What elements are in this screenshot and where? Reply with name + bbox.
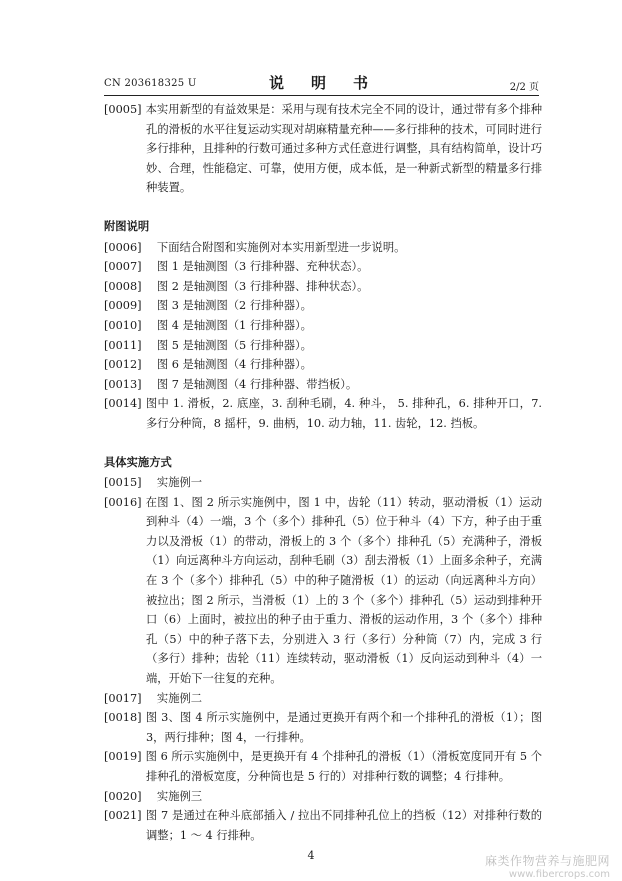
paragraph-text: 图 2 是轴测图（3 行排种器、排种状态）。 xyxy=(156,279,369,293)
paragraph-text: 在图 1、图 2 所示实施例中，图 1 中，齿轮（11）转动，驱动滑板（1）运动到种斗（4）一端，3 个（多个）排种孔（5）位于种斗（4）下方，种子由于重力以及滑板（1）的带动，滑板上的 3 个（多个）排种孔（5）充满种子，滑板（1）向远离种斗方向运动，刮种毛刷（3）刮去滑板（1）上面多余种子，充满在 3 个（多个）排种孔（5）中的种子随滑板（1）的运动（向远离种斗方向）被拉出；图 2 所示，当滑板（1）上的 3 个（多个）排种孔（5）运动到排种开口（6）上面时，被拉出的种子由于重力、滑板的运动作用，3 个（多个）排种孔（5）中的种子落下去，分别进入 3 行（多行）分种筒（7）内，完成 3 行（多行）排种；齿轮（11）连续转动，驱动滑板（1）反向运动到种斗（4）一端，开始下一往复的充种。 xyxy=(145,495,542,686)
section-title-embodiments: 具体实施方式 xyxy=(104,454,172,469)
paragraph-0011 xyxy=(104,336,542,356)
page-count: 2/2 页 xyxy=(509,82,539,93)
paragraph-text: 图 4 是轴测图（1 行排种器）。 xyxy=(156,318,312,332)
paragraph-text: 图 1 是轴测图（3 行排种器、充种状态）。 xyxy=(156,260,369,274)
paragraph-id: [0013] xyxy=(104,377,142,391)
paragraph-0010 xyxy=(104,316,542,336)
paragraph-text: 图 6 所示实施例中，是更换开有 4 个排种孔的滑板（1）（滑板宽度同开有 5 个排种孔的滑板宽度，分种筒也是 5 行的）对排种行数的调整；4 行排种。 xyxy=(145,750,542,783)
paragraph-id: [0016] xyxy=(104,495,142,509)
paragraph-0012 xyxy=(104,355,542,375)
paragraph-id: [0012] xyxy=(104,358,142,372)
paragraph-id: [0019] xyxy=(104,750,142,764)
document-body xyxy=(104,100,542,845)
paragraph-0013 xyxy=(104,375,542,395)
watermark-site-name: 麻类作物营养与施肥网 xyxy=(484,854,610,868)
site-watermark xyxy=(485,852,610,880)
paragraph-0009 xyxy=(104,296,542,316)
paragraph-id: [0014] xyxy=(104,397,142,411)
paragraph-text: 本实用新型的有益效果是：采用与现有技术完全不同的设计，通过带有多个排种孔的滑板的水平往复运动实现对胡麻精量充种——多行排种的技术，可同时进行多行排种，且排种的行数可通过多种方式任意进行调整，具有结构简单，设计巧妙、合理，性能稳定、可靠，使用方便，成本低，是一种新式新型的精量多行排种装置。 xyxy=(145,103,542,195)
paragraph-id: [0011] xyxy=(104,338,142,352)
header-divider xyxy=(104,95,539,96)
paragraph-0005 xyxy=(104,100,542,198)
paragraph-0015 xyxy=(104,473,542,493)
paragraph-0007 xyxy=(104,257,542,277)
paragraph-id: [0020] xyxy=(104,789,142,803)
paragraph-text: 图中 1. 滑板，2. 底座，3. 刮种毛刷，4. 种斗， 5. 排种孔，6. 排种开口，7. 多行分种筒，8 摇杆，9. 曲柄，10. 动力轴，11. 齿轮，12. 挡板。 xyxy=(145,397,542,430)
paragraph-id: [0007] xyxy=(104,260,142,274)
paragraph-text: 图 7 是轴测图（4 行排种器、带挡板）。 xyxy=(156,377,358,391)
paragraph-id: [0009] xyxy=(104,299,142,313)
paragraph-0008 xyxy=(104,277,542,297)
page-header xyxy=(104,72,539,96)
paragraph-id: [0015] xyxy=(104,476,142,490)
watermark-url: www.fibercrops.com xyxy=(508,869,610,880)
paragraph-id: [0008] xyxy=(104,279,142,293)
paragraph-0018 xyxy=(104,708,542,747)
paragraph-text: 下面结合附图和实施例对本实用新型进一步说明。 xyxy=(156,240,406,254)
paragraph-0006 xyxy=(104,238,542,258)
document-title: 说 明 书 xyxy=(268,74,374,92)
paragraph-id: [0017] xyxy=(104,691,142,705)
paragraph-0020 xyxy=(104,787,542,807)
paragraph-id: [0010] xyxy=(104,318,142,332)
paragraph-id: [0018] xyxy=(104,711,142,725)
paragraph-0017 xyxy=(104,689,542,709)
paragraph-text: 实施例三 xyxy=(156,789,203,803)
paragraph-0021 xyxy=(104,806,542,845)
paragraph-text: 图 6 是轴测图（4 行排种器）。 xyxy=(156,358,312,372)
patent-number: CN 203618325 U xyxy=(104,78,197,89)
paragraph-id: [0006] xyxy=(104,240,142,254)
paragraph-0014 xyxy=(104,394,542,433)
section-title-figures: 附图说明 xyxy=(104,218,150,233)
paragraph-text: 实施例二 xyxy=(156,691,203,705)
paragraph-0019 xyxy=(104,747,542,786)
paragraph-text: 实施例一 xyxy=(156,476,203,490)
paragraph-text: 图 3 是轴测图（2 行排种器）。 xyxy=(156,299,312,313)
paragraph-id: [0021] xyxy=(104,809,142,823)
page-number: 4 xyxy=(307,849,315,862)
paragraph-text: 图 3、图 4 所示实施例中，是通过更换开有两个和一个排种孔的滑板（1）；图 3，两行排种；图 4，一行排种。 xyxy=(145,711,542,744)
paragraph-text: 图 7 是通过在种斗底部插入 / 拉出不同排种孔位上的挡板（12）对排种行数的调整；1 ～ 4 行排种。 xyxy=(145,809,542,842)
paragraph-text: 图 5 是轴测图（5 行排种器）。 xyxy=(156,338,312,352)
paragraph-0016 xyxy=(104,493,542,689)
paragraph-id: [0005] xyxy=(104,103,142,116)
